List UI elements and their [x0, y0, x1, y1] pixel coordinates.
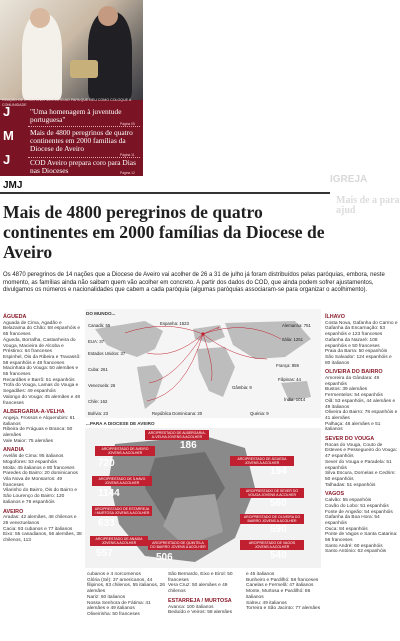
list-item: Calvão: 55 espanhóis	[325, 498, 372, 504]
gift-object	[70, 60, 98, 78]
region-box-vagos: ARCIPRESTADO DE VAGOS JOVENS A ACOLHER	[240, 540, 304, 550]
header-rule	[0, 192, 330, 194]
list-item: Aguada de Cima, Agadão e Belazaima do Chão: 58 espanhóis e 65 franceses	[3, 320, 81, 338]
list-item: e 45 italianos	[246, 572, 275, 577]
region-count: 194	[270, 466, 287, 477]
list-item: Angeja, Frossos e Alquerubim: 61 italianos	[3, 415, 75, 427]
map-label: Índia: 1014	[284, 397, 306, 402]
region-box-anadia: ARCIPRESTADO DE ANADIA JOVENS A ACOLHER	[90, 536, 148, 546]
list-item: Glória (Sé): 37 americanos, 44 filipinos, 63 chilenos, 55 italianos, 26 alemães	[87, 577, 165, 595]
region-box-albergaria: ARCIPRESTADO DE ALBERGARIA-A-VELHA JOVENS A ACOLHER	[145, 430, 209, 440]
list-item: cubanos e 4 norcomenos	[87, 572, 141, 577]
faded-headline: Mais de a para ajud	[336, 195, 400, 216]
list-item: Oiã: 53 espanhóis, 44 alemães e 49 italianos	[325, 398, 396, 410]
map-label: Alemanha: 751	[282, 323, 311, 328]
list-item: Bustos: 39 alemães	[325, 387, 368, 393]
map-label: Itália: 1251	[282, 337, 304, 342]
list-item: Talhadas: 51 espanhóis	[325, 482, 376, 488]
front-page-panel	[0, 0, 143, 176]
list-item: Nariz: 60 italianos	[87, 594, 126, 600]
faded-section-label: IGREJA	[330, 174, 368, 185]
list-item: Valongo do Vouga: 45 alemães e 48 franceses	[3, 394, 80, 406]
list-item: Santo André: 60 espanhóis	[325, 543, 383, 549]
list-item: Beduído e Veiros: 58 alemães	[168, 610, 233, 616]
bottom-column-2	[168, 572, 244, 616]
map-label: Espanha: 1523	[160, 321, 189, 326]
region-box-aveiro: ARCIPRESTADO DE AVEIRO JOVENS A ACOLHER	[95, 446, 155, 456]
region-count: 540	[270, 550, 287, 561]
list-item: Ribeira de Fráguas e Branca: 50 alemães	[3, 427, 73, 439]
teaser-divider	[28, 126, 140, 127]
map-label: Estados Unidos: 37	[88, 351, 126, 356]
region-count: 590	[270, 524, 287, 535]
teaser-pilgrims[interactable]: Mais de 4800 peregrinos de quatro continentes em 2000 famílias da Diocese de Aveiro	[30, 128, 133, 153]
teaser-homage[interactable]: "Uma homenagem à juventude portuguesa"	[30, 107, 122, 124]
section-title: ALBERGARIA-A-VELHA	[3, 409, 65, 416]
region-box-quintela: ARCIPRESTADO DE QUINTELA DO BAIRRO JOVENS A ACOLHER	[148, 540, 208, 550]
list-item: Oliveira do Bairro: 78 espanhóis e 41 alemães	[325, 410, 398, 421]
world-map-caption: DO MUNDO...	[86, 311, 116, 316]
right-column	[325, 311, 398, 555]
region-count: 506	[156, 552, 173, 563]
jmj-letter-m: M	[3, 128, 14, 143]
list-item: Mogofores: 53 espanhóis	[3, 459, 57, 465]
map-label: Canadá: 55	[88, 323, 111, 328]
list-item: Vera Cruz: 50 alemães e 49 chilenos	[168, 583, 228, 595]
portugal-marker	[201, 332, 204, 335]
list-item: Silva Escura, Dornelas e Cedrim: 50 espanhóis	[325, 471, 396, 482]
map-label: República Dominicana: 20	[152, 411, 203, 416]
map-label: Quénia: 9	[250, 411, 269, 416]
list-item: Oliveirinha: 50 franceses	[87, 611, 140, 617]
region-box-agueda: ARCIPRESTADO DE ÁGUEDA JOVENS A ACOLHER	[230, 456, 294, 466]
list-item: Amoreira da Gândara: 49 espanhóis	[325, 376, 380, 387]
list-item: Fonte de Angeão: 54 espanhóis	[325, 509, 393, 515]
list-item: Vila Nova de Monsarros: 49 franceses	[3, 476, 63, 488]
list-item: Sever do Vouga e Paradela: 51 espanhóis	[325, 459, 392, 471]
pope-head	[30, 8, 50, 28]
list-item: Vilarinho do Bairro, Óis do Bairro e São Lourenço do Bairro: 120 italianos e 78 espanhóis	[3, 488, 78, 505]
list-item: Praia da Barra: 50 espanhóis	[325, 349, 388, 355]
list-item: Águeda, Borralha, Castanheira do Vouga, Macieira de Alcoba e Préstimo: 64 franceses	[3, 337, 76, 355]
list-item: Rocas do Vouga, Couto de Esteves e Pessegueiro do Vouga: 47 espanhóis	[325, 442, 398, 460]
list-item: Ouca: 84 espanhóis	[325, 526, 368, 532]
section-title: ÍLHAVO	[325, 314, 345, 320]
map-label: Chile: 162	[88, 399, 108, 404]
list-item: Santo António: 62 espanhóis	[325, 549, 387, 555]
pope-photo	[0, 0, 143, 100]
left-column	[3, 311, 83, 544]
list-item: Torreira e São Jacinto: 77 alemães	[246, 606, 321, 612]
region-count: 1144	[98, 488, 120, 499]
jmj-letter-j2: J	[3, 152, 11, 167]
bishop-head	[98, 6, 118, 26]
region-box-estarreja: ARCIPRESTADO DE ESTARREJA / MURTOSA JOVENS A ACOLHER	[92, 506, 152, 516]
list-item: Eixo: 55 canadianos, 56 alemães, 38 chilenos, 113	[3, 532, 82, 544]
section-title: VAGOS	[325, 491, 345, 498]
map-label: Venezuela: 26	[88, 383, 116, 388]
map-label: Gâmbia: 9	[232, 385, 252, 390]
list-item: São Salvador: 124 espanhóis e 80 italianos	[325, 354, 392, 366]
section-label: JMJ	[3, 180, 23, 191]
list-item: Avanca: 100 italianos	[168, 604, 214, 610]
section-title: ÁGUEDA	[3, 314, 27, 320]
map-label: Bolívia: 23	[88, 411, 109, 416]
section-title: OLIVEIRA DO BAIRRO	[325, 369, 383, 376]
list-item: Paredes do Bairro: 20 dominicanos	[3, 471, 78, 477]
list-item: Gafanha da Boa Hora: 54 espanhóis	[325, 515, 380, 526]
list-item: Ponte de Vagos e Santa Catarina: 56 franceses	[325, 532, 398, 544]
teaser-homage-page: Página 05	[120, 122, 135, 126]
list-item: Vale Maior: 75 alemães	[3, 438, 54, 444]
list-item: Aradas: 42 alemães, 48 chilenos e 26 venezuelanos	[3, 515, 77, 526]
list-item: Trofa do Vouga, Lamas do Vouga e Segadães: 49 espanhóis	[3, 383, 79, 395]
article-headline: Mais de 4800 peregrinos de quatro continentes em 2000 famílias da Diocese de Aveiro	[3, 202, 325, 262]
list-item: Gafanha da Nazaré: 108 espanhóis e 50 franceses	[325, 337, 380, 349]
section-title: ANADIA	[3, 447, 24, 454]
section-title: SEVER DO VOUGA	[325, 436, 375, 443]
list-item: Recardães e Barrô: 51 espanhóis	[3, 377, 75, 383]
list-item: São Bernardo, Eixo e Eirol: 50 franceses	[168, 572, 233, 583]
region-count: 720	[98, 458, 115, 469]
teaser-choir-page: Página 12	[120, 171, 135, 175]
region-box-sever: ARCIPRESTADO DE SEVER DO VOUGA JOVENS A ACOLHER	[240, 488, 304, 498]
list-item: Avelãs de Cima: 95 italianos	[3, 454, 64, 460]
section-title: AVEIRO	[3, 508, 24, 515]
region-box-ilhavo: ARCIPRESTADO DE ÍLHAVO JOVENS A ACOLHER	[92, 476, 152, 486]
photo-caption: REAÇÃO DE D. ANTÓNIO MOITEIRO AO PAPA QUE DEU COMO COLOQUE A COMUNIDADE	[2, 98, 132, 107]
region-count: 186	[180, 440, 197, 451]
map-label: Filipinas: 44	[278, 377, 301, 382]
region-count: 557	[96, 548, 113, 559]
bottom-column-3	[246, 572, 322, 612]
list-item: Covão do Lobo: 51 espanhóis	[325, 503, 389, 509]
list-item: Salreu: 49 italianos	[246, 600, 287, 606]
teaser-pilgrims-page: Página 11	[120, 153, 135, 157]
map-label: França: 859	[276, 363, 299, 368]
list-item: Monte, Murtosa e Pardilhó: 86 italianos	[246, 589, 311, 600]
bottom-column-1	[87, 572, 165, 618]
list-item: Macinhata do Vouga: 50 alemães e 55 franceses	[3, 366, 79, 378]
region-box-oliveira: ARCIPRESTADO DE OLIVEIRA DO BAIRRO JOVENS A ACOLHER	[240, 514, 304, 524]
list-item: Costa Nova, Gafanha do Carmo e Gafanha da Encarnação: 53 espanhóis e 123 franceses	[325, 320, 398, 338]
jmj-letter-j: J	[3, 104, 11, 119]
region-map-caption: ...PARA A DIOCESE DE AVEIRO	[86, 421, 155, 426]
list-item: Espinhel, Óis da Ribeira e Travassô: 58 espanhóis e 48 franceses	[3, 354, 81, 366]
list-item: Nossa Senhora de Fátima: 41 alemães e 49 italianos	[87, 600, 151, 612]
map-label: Cuba: 261	[88, 367, 108, 372]
map-label: EUA: 37	[88, 339, 105, 344]
list-item: Bunheiro e Pardilhó: 58 franceses	[246, 577, 319, 583]
article-lead: Os 4870 peregrinos de 14 nações que a Diocese de Aveiro vai acolher de 26 a 31 de julho já foram distribuídos pelas paróquias, embora, neste momento, as famílias ainda não saibam quem vão acolher em concreto. A partir dos dados do COD, que ainda podem sofrer ajustamentos, divulgamos os números e nacionalidades que cabem a cada paróquia (algumas paróquias associaram-se para organizar o acolhimento).	[3, 272, 385, 294]
list-item: Canelas e Fermelã: 47 italianos	[246, 583, 314, 589]
list-item: Palhaça: 48 alemães e 51 italianos	[325, 421, 381, 433]
region-count: 633	[98, 518, 115, 529]
list-item: Moita: 45 italianos e 80 franceses	[3, 465, 75, 471]
list-item: Cacia: 93 cubanos e 77 italianos	[3, 526, 73, 532]
list-item: Fermentelos: 54 espanhóis	[325, 393, 383, 399]
section-title: ESTARREJA / MURTOSA	[168, 597, 232, 604]
teaser-choir[interactable]: COD Aveiro prepara coro para Dias nas Dioceses	[30, 158, 136, 175]
region-count: 560	[270, 498, 287, 509]
